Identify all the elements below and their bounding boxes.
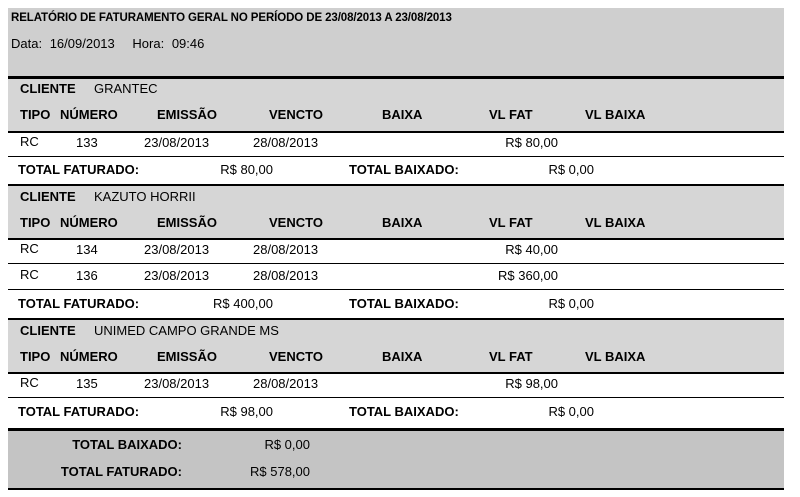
row-divider [8,289,784,290]
client-name: GRANTEC [94,81,158,96]
total-baixado-value: R$ 0,00 [548,162,594,177]
grand-totals [8,431,784,488]
grand-total-baixado-value: R$ 0,00 [264,437,310,452]
client-name: UNIMED CAMPO GRANDE MS [94,323,279,338]
total-faturado-value: R$ 98,00 [220,404,273,419]
total-baixado-value: R$ 0,00 [548,404,594,419]
report-title: RELATÓRIO DE FATURAMENTO GERAL NO PERÍODO DE 23/08/2013 A 23/08/2013 [11,12,452,24]
client-name: KAZUTO HORRII [94,189,196,204]
date-value: 16/09/2013 [49,36,115,51]
col-numero: NÚMERO [60,107,118,122]
row-divider [8,156,784,157]
client-header-grantec [8,79,784,131]
col-vencto: VENCTO [269,349,323,364]
cell-vl-fat: R$ 98,00 [505,376,558,391]
cell-tipo: RC [20,267,39,282]
client-header-kazuto [8,186,784,238]
col-tipo: TIPO [20,107,51,122]
report-page [8,8,784,491]
cell-emissao: 23/08/2013 [144,268,210,283]
row-divider [8,263,784,264]
cell-tipo: RC [20,241,39,256]
total-baixado-label: TOTAL BAIXADO: [349,404,459,419]
cell-vencto: 28/08/2013 [253,135,319,150]
cell-numero: 135 [76,376,98,391]
cell-numero: 136 [76,268,98,283]
time-label: Hora: [132,36,165,51]
total-faturado-label: TOTAL FATURADO: [18,162,140,177]
total-baixado-value: R$ 0,00 [548,296,594,311]
col-vencto: VENCTO [269,107,323,122]
total-faturado-value: R$ 80,00 [220,162,273,177]
total-faturado-value: R$ 400,00 [213,296,273,311]
total-faturado-label: TOTAL FATURADO: [18,296,140,311]
col-baixa: BAIXA [382,107,423,122]
col-emissao: EMISSÃO [157,349,217,364]
col-numero: NÚMERO [60,349,118,364]
total-faturado-label: TOTAL FATURADO: [18,404,140,419]
grand-total-baixado-label: TOTAL BAIXADO: [72,437,182,452]
grand-total-faturado-value: R$ 578,00 [250,464,310,479]
cell-numero: 133 [76,135,98,150]
cell-vl-fat: R$ 40,00 [505,242,558,257]
date-label: Data: [11,36,43,51]
total-baixado-label: TOTAL BAIXADO: [349,296,459,311]
col-tipo: TIPO [20,349,51,364]
col-emissao: EMISSÃO [157,215,217,230]
cell-emissao: 23/08/2013 [144,242,210,257]
cell-vencto: 28/08/2013 [253,268,319,283]
cell-tipo: RC [20,134,39,149]
cell-emissao: 23/08/2013 [144,376,210,391]
client-label: CLIENTE [20,323,76,338]
col-baixa: BAIXA [382,215,423,230]
col-vl-baixa: VL BAIXA [585,107,646,122]
col-vencto: VENCTO [269,215,323,230]
col-numero: NÚMERO [60,215,118,230]
total-baixado-label: TOTAL BAIXADO: [349,162,459,177]
report-header [8,8,784,76]
client-header-unimed [8,320,784,372]
client-label: CLIENTE [20,81,76,96]
col-vl-fat: VL FAT [489,349,533,364]
report-meta [11,36,208,51]
col-baixa: BAIXA [382,349,423,364]
cell-tipo: RC [20,375,39,390]
col-tipo: TIPO [20,215,51,230]
cell-vencto: 28/08/2013 [253,376,319,391]
row-divider [8,238,784,240]
col-vl-fat: VL FAT [489,215,533,230]
cell-vencto: 28/08/2013 [253,242,319,257]
row-divider [8,372,784,374]
row-divider [8,397,784,398]
row-divider [8,131,784,133]
col-vl-baixa: VL BAIXA [585,215,646,230]
col-emissao: EMISSÃO [157,107,217,122]
time-value: 09:46 [171,36,205,51]
cell-emissao: 23/08/2013 [144,135,210,150]
bottom-border [8,488,784,490]
cell-numero: 134 [76,242,98,257]
cell-vl-fat: R$ 80,00 [505,135,558,150]
client-label: CLIENTE [20,189,76,204]
col-vl-fat: VL FAT [489,107,533,122]
col-vl-baixa: VL BAIXA [585,349,646,364]
grand-total-faturado-label: TOTAL FATURADO: [60,464,182,479]
cell-vl-fat: R$ 360,00 [498,268,558,283]
